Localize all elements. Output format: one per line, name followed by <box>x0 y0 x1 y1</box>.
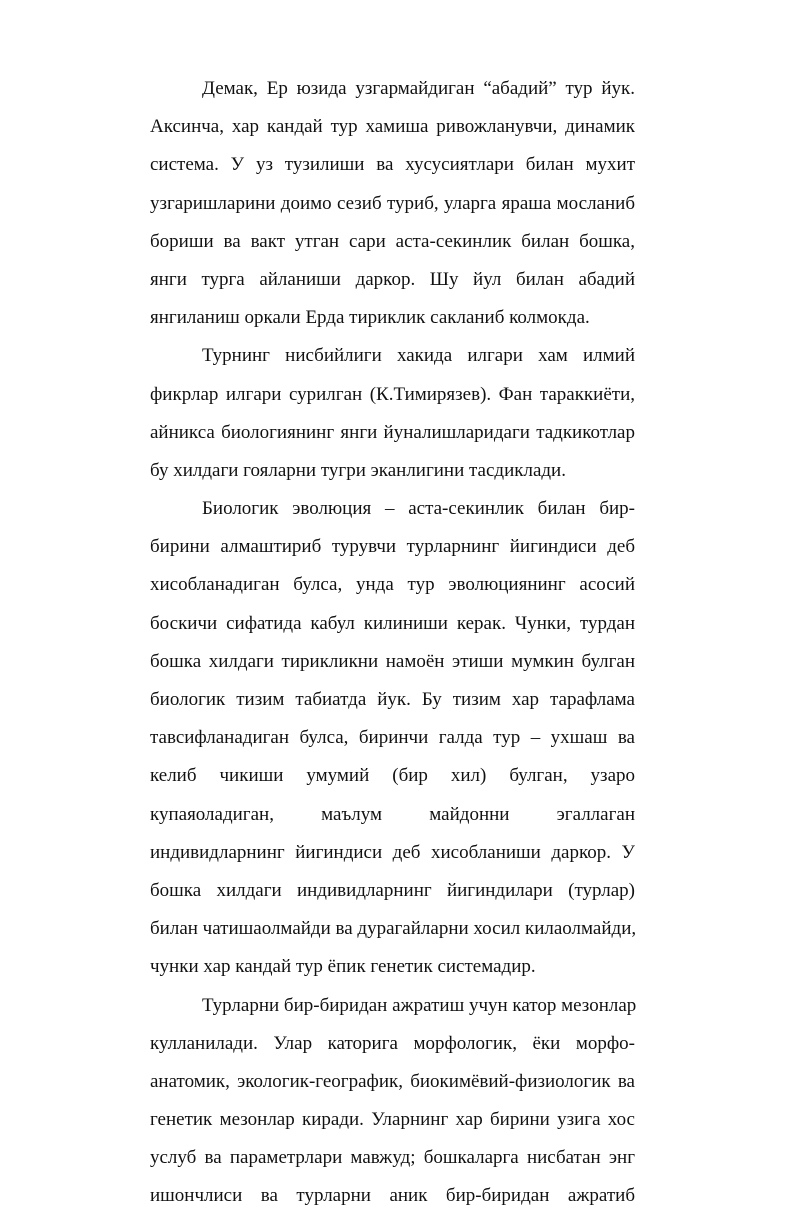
text-line: келиб чикиши умумий (бир хил) булган, узаро <box>150 765 635 787</box>
text-line: билан чатишаолмайди ва дурагайларни хосил килаолмайди, <box>150 918 637 940</box>
text-line: Аксинча, хар кандай тур хамиша ривожланувчи, динамик <box>150 116 635 138</box>
text-line: Турларни бир-биридан ажратиш учун катор мезонлар <box>202 994 637 1016</box>
text-line: бошка хилдаги индивидларнинг йигиндилари (турлар) <box>150 879 635 901</box>
text-line: Турнинг нисбийлиги хакида илгари хам илмий <box>202 345 635 367</box>
text-line: бу хилдаги гояларни тугри эканлигини тасдиклади. <box>150 459 566 481</box>
text-line: янги турга айланиши даркор. Шу йул билан абадий <box>150 268 635 290</box>
text-line: система. У уз тузилиши ва хусусиятлари билан мухит <box>150 154 635 176</box>
text-line: фикрлар илгари сурилган (К.Тимирязев). Фан тараккиёти, <box>150 383 635 405</box>
text-line: узгаришларини доимо сезиб туриб, уларга яраша мосланиб <box>150 192 635 214</box>
text-line: биологик тизим табиатда йук. Бу тизим хар тарафлама <box>150 689 635 710</box>
text-line: айникса биологиянинг янги йуналишларидаги тадкикотлар <box>150 421 635 443</box>
text-line: Демак, Ер юзида узгармайдиган “абадий” тур йук. <box>202 78 635 99</box>
body-text <box>150 70 635 1216</box>
text-line: индивидларнинг йигиндиси деб хисобланиши даркор. У <box>150 841 635 863</box>
text-line: бориши ва вакт утган сари аста-секинлик билан бошка, <box>150 230 635 252</box>
text-line: анатомик, экологик-географик, биокимёвий-физиологик ва <box>150 1070 635 1092</box>
text-line: чунки хар кандай тур ёпик генетик системадир. <box>150 956 536 978</box>
text-line: Биологик эволюция – аста-секинлик билан бир- <box>202 498 635 520</box>
text-line: тавсифланадиган булса, биринчи галда тур – ухшаш ва <box>150 727 635 749</box>
text-line: генетик мезонлар киради. Уларнинг хар бирини узига хос <box>150 1109 635 1131</box>
text-line: услуб ва параметрлари мавжуд; бошкаларга нисбатан энг <box>150 1147 635 1169</box>
text-line: бошка хилдаги тирикликни намоён этиши мумкин булган <box>150 650 635 672</box>
text-line: хисобланадиган булса, унда тур эволюциянинг асосий <box>150 574 635 596</box>
text-line: бирини алмаштириб турувчи турларнинг йигиндиси деб <box>150 536 635 558</box>
text-line: янгиланиш оркали Ерда тириклик сакланиб колмокда. <box>150 307 590 329</box>
text-line: кулланилади. Улар каторига морфологик, ёки морфо- <box>150 1032 635 1054</box>
text-line: ишончлиси ва турларни аник бир-биридан ажратиб <box>150 1185 635 1207</box>
text-line: купаяоладиган, маълум майдонни эгаллаган <box>150 803 635 825</box>
text-line: боскичи сифатида кабул килиниши керак. Чунки, турдан <box>150 612 635 634</box>
